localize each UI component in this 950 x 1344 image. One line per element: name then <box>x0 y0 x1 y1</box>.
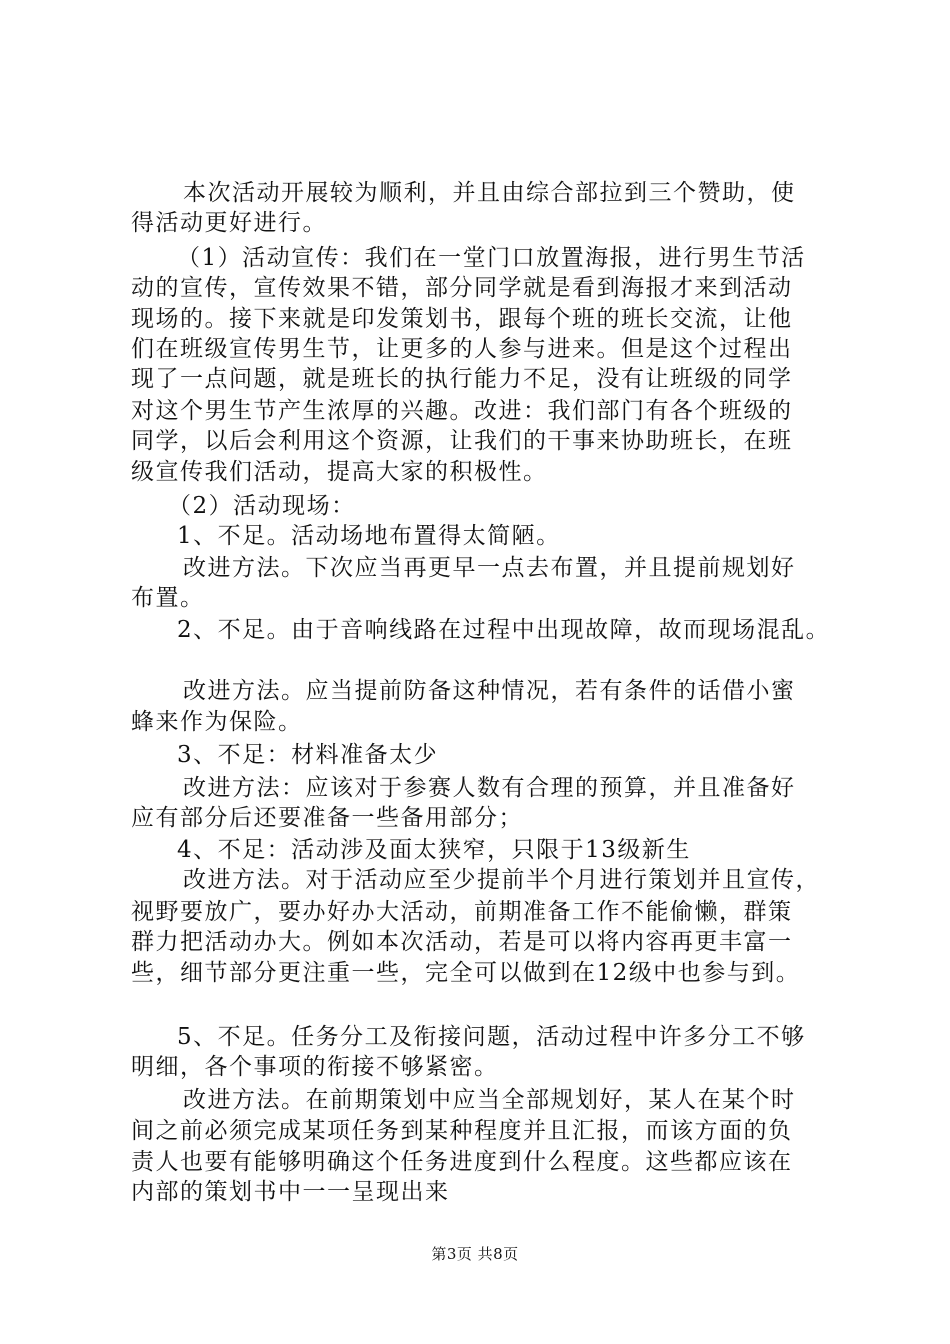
paragraph-line: 布置。 <box>131 585 205 611</box>
paragraph-line: 现场的。接下来就是印发策划书，跟每个班的班长交流，让他 <box>131 306 793 332</box>
paragraph-line: （2）活动现场： <box>168 493 356 519</box>
paragraph-line: 对这个男生节产生浓厚的兴趣。改进：我们部门有各个班级的 <box>131 398 793 424</box>
paragraph-line: 动的宣传，宣传效果不错，部分同学就是看到海报才来到活动 <box>131 275 793 301</box>
paragraph-line: 责人也要有能够明确这个任务进度到什么程度。这些都应该在 <box>131 1149 793 1175</box>
paragraph-line: 些，细节部分更注重一些，完全可以做到在12级中也参与到。 <box>131 960 801 986</box>
paragraph-line: 本次活动开展较为顺利，并且由综合部拉到三个赞助，使 <box>183 180 796 206</box>
paragraph-line: 3、不足：材料准备太少 <box>177 742 439 768</box>
paragraph-line: 间之前必须完成某项任务到某种程度并且汇报，而该方面的负 <box>131 1118 793 1144</box>
paragraph-line: 改进方法。在前期策划中应当全部规划好，某人在某个时 <box>183 1087 796 1113</box>
paragraph-line: 级宣传我们活动，提高大家的积极性。 <box>131 459 548 485</box>
paragraph-line: 改进方法。应当提前防备这种情况，若有条件的话借小蜜 <box>183 678 796 704</box>
paragraph-line: 现了一点问题，就是班长的执行能力不足，没有让班级的同学 <box>131 366 793 392</box>
paragraph-line: 改进方法：应该对于参赛人数有合理的预算，并且准备好 <box>183 775 796 801</box>
paragraph-line: 1、不足。活动场地布置得太简陋。 <box>177 523 561 549</box>
paragraph-line: 视野要放广，要办好办大活动，前期准备工作不能偷懒，群策 <box>131 899 793 925</box>
paragraph-line: 群力把活动办大。例如本次活动，若是可以将内容再更丰富一 <box>131 929 793 955</box>
paragraph-line: 同学，以后会利用这个资源，让我们的干事来协助班长，在班 <box>131 428 793 454</box>
paragraph-line: 内部的策划书中一一呈现出来 <box>131 1179 450 1205</box>
page-footer: 第3页 共8页 <box>431 1245 519 1263</box>
paragraph-line: 应有部分后还要准备一些备用部分； <box>131 805 523 831</box>
paragraph-line: 们在班级宣传男生节，让更多的人参与进来。但是这个过程出 <box>131 336 793 362</box>
paragraph-line: 5、不足。任务分工及衔接问题，活动过程中许多分工不够 <box>177 1024 806 1050</box>
paragraph-line: 明细，各个事项的衔接不够紧密。 <box>131 1054 499 1080</box>
paragraph-line: 2、不足。由于音响线路在过程中出现故障，故而现场混乱。 <box>177 617 831 643</box>
paragraph-line: 得活动更好进行。 <box>131 210 327 236</box>
paragraph-line: 改进方法。下次应当再更早一点去布置，并且提前规划好 <box>183 555 796 581</box>
paragraph-line: 4、不足：活动涉及面太狭窄，只限于13级新生 <box>177 837 691 863</box>
paragraph-line: 改进方法。对于活动应至少提前半个月进行策划并且宣传， <box>183 867 820 893</box>
paragraph-line: （1）活动宣传：我们在一堂门口放置海报，进行男生节活 <box>177 245 806 271</box>
paragraph-line: 蜂来作为保险。 <box>131 709 303 735</box>
